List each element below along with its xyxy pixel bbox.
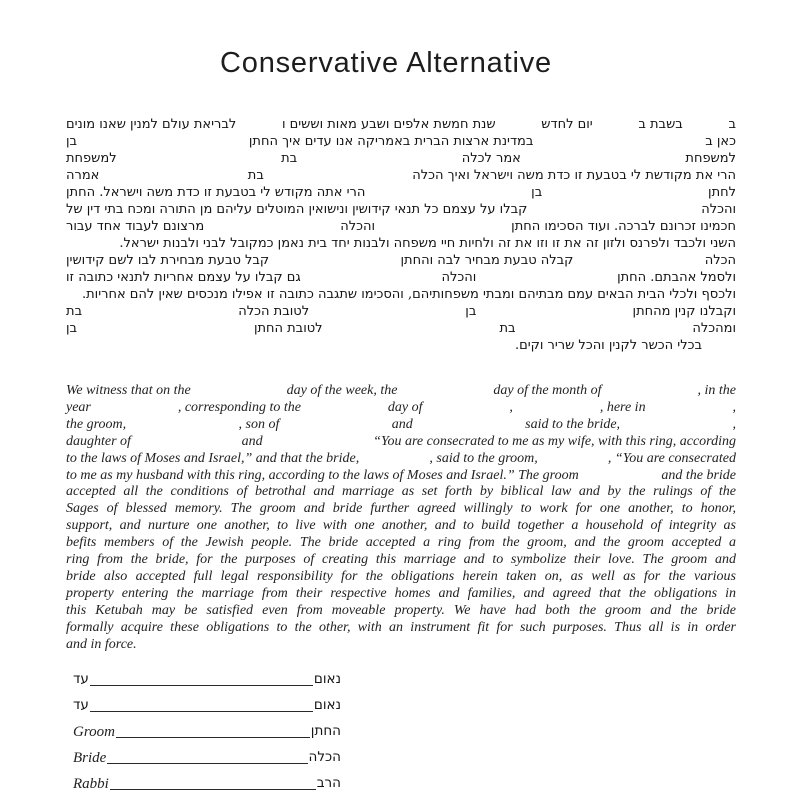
english-text-segment: to the laws of Moses and Israel,” and that the bride, [66, 450, 360, 466]
english-line-2 [66, 400, 736, 417]
english-text-segment: , here in [599, 399, 646, 415]
hebrew-text-segment: בן [66, 321, 78, 336]
hebrew-text-segment: הרי את מקודשת לי בטבעת זו כדת משה וישראל ואיך הכלה [412, 168, 736, 183]
hebrew-line-4 [66, 167, 736, 184]
signature-label-left-groom: Groom [73, 723, 115, 740]
hebrew-text-segment: הרי אתה מקודש לי בטבעת זו כדת משה וישראל. החתן [66, 185, 366, 200]
signature-row-witness-2 [73, 688, 341, 714]
hebrew-text-segment: קבל טבעת מבחירת לבו לשם קידושין [66, 253, 270, 268]
english-line-4 [66, 434, 736, 451]
hebrew-text-segment: לטובת הכלה [238, 304, 310, 319]
hebrew-text-segment: בשבת ב [638, 117, 683, 132]
hebrew-line-10 [66, 269, 736, 286]
english-text-segment: , [509, 399, 513, 415]
english-text-segment: and [391, 416, 413, 432]
hebrew-text-segment: בת [66, 304, 83, 319]
hebrew-text-segment: בת [281, 151, 298, 166]
hebrew-text-segment: בן [465, 304, 477, 319]
english-line-12: bride also accepted full legal responsibility for the obligations herein taken on, as well as for the various [66, 568, 736, 584]
english-text-segment: , [732, 399, 736, 415]
hebrew-line-14: בכלי הכשר לקנין והכל שריר וקים. [514, 338, 702, 353]
hebrew-text-segment: אמר לכלה [461, 151, 521, 166]
hebrew-line-9 [66, 252, 736, 269]
hebrew-text-segment: למשפחת [685, 151, 736, 166]
english-line-9: support, and nurture one another, to live with one another, and to build together a household of integrity as [66, 518, 736, 534]
english-line-16: and in force. [66, 636, 137, 652]
hebrew-text-segment: ולסמל אהבתם. החתן [617, 270, 736, 285]
hebrew-text-segment: קבלה טבעת מבחיר לבה והחתן [400, 253, 574, 268]
hebrew-text-segment: חכמינו זכרונם לברכה. ועוד הסכימו החתן [511, 219, 736, 234]
hebrew-line-11: ולכסף ולכלי הבית הבאים עמם מבתיהם ומבתי משפחותיהם, והסכימו שתגבה כתובה זו אפילו מנכסים שאין להם אחריות. [82, 287, 736, 302]
signature-label-right-witness-2: נאום [313, 697, 341, 714]
english-text-segment: , [732, 416, 736, 432]
english-line-5 [66, 451, 736, 468]
signature-line-witness-2 [90, 710, 313, 712]
english-text-segment: “You are consecrated to me as my wife, with this ring, according [373, 433, 736, 449]
english-text-segment: to me as my husband with this ring, according to the laws of Moses and Israel.” The groom [66, 467, 579, 483]
hebrew-text-segment: יום לחדש [541, 117, 593, 132]
english-text-segment: day of the week, the [286, 383, 398, 398]
english-text-block [66, 383, 736, 654]
signature-line-groom [116, 736, 310, 738]
hebrew-text-segment: שנת חמשת אלפים ושבע מאות וששים ו [281, 117, 496, 132]
hebrew-text-segment: ומהכלה [692, 321, 736, 336]
hebrew-text-segment: במדינת ארצות הברית באמריקה אנו עדים איך החתן [248, 134, 534, 149]
english-line-8: Sages of blessed memory. The groom and bride further agreed willingly to work for one another, to honor, [66, 501, 736, 517]
signature-label-left-rabbi: Rabbi [73, 775, 109, 792]
signature-label-right-bride: הכלה [308, 749, 341, 766]
hebrew-text-segment: בת [247, 168, 264, 183]
hebrew-text-block [66, 116, 736, 354]
signature-line-bride [107, 762, 307, 764]
signature-label-left-witness-2: עד [73, 697, 89, 714]
hebrew-line-13 [66, 320, 736, 337]
hebrew-text-segment: והכלה [340, 219, 376, 234]
english-text-segment: year [66, 399, 91, 415]
signature-label-right-rabbi: הרב [316, 775, 341, 792]
signature-row-rabbi [73, 766, 341, 792]
hebrew-text-segment: קבלו על עצמם כל תנאי קידושין ונישואין המוטלים עליהם מן התורה ומכח בתי דין של [66, 202, 528, 217]
english-line-7: accepted all the conditions of betrothal and marriage as set forth by biblical law and by the rulings of the [66, 484, 736, 500]
english-text-segment: daughter of [66, 433, 131, 449]
signature-block [73, 662, 341, 792]
english-text-segment: , son of [238, 416, 280, 432]
english-line-10: befits members of the Jewish people. The bride accepted a ring from the groom, and the groom accepted a [66, 535, 736, 551]
hebrew-line-6 [66, 201, 736, 218]
hebrew-text-segment: בן [66, 134, 78, 149]
hebrew-text-segment: למשפחת [66, 151, 117, 166]
english-text-segment: We witness that on the [66, 383, 191, 398]
hebrew-line-8: השני ולכבד ולפרנס ולזון זה את זו וזו את זה ולחיות חיי משפחה ולבנות יחד בית נאמן כמקובל לבני ולבנות ישראל. [119, 236, 736, 251]
signature-line-witness-1 [90, 684, 313, 686]
hebrew-text-segment: בן [531, 185, 543, 200]
hebrew-text-segment: בת [499, 321, 516, 336]
hebrew-text-segment: אמרה [66, 168, 100, 183]
english-text-segment: day of the month of [493, 383, 602, 398]
signature-label-left-witness-1: עד [73, 671, 89, 688]
english-text-segment: , in the [697, 383, 736, 398]
hebrew-text-segment: לטובת החתן [253, 321, 323, 336]
hebrew-text-segment: ב [728, 117, 736, 132]
page-title: Conservative Alternative [220, 47, 552, 79]
hebrew-text-segment: גם קבלו על עצמם אחריות לתנאי כתובה זו [66, 270, 301, 285]
hebrew-text-segment: מרצונם לעבוד אחד עבור [66, 219, 205, 234]
hebrew-line-5 [66, 184, 736, 201]
english-text-segment: , “You are consecrated [607, 450, 736, 466]
english-line-1 [66, 383, 736, 400]
hebrew-line-7 [66, 218, 736, 235]
hebrew-line-12 [66, 303, 736, 320]
english-line-6 [66, 468, 736, 485]
hebrew-text-segment: וקבלנו קנין מהחתן [632, 304, 736, 319]
english-line-13: property entering the marriage from their respective homes and families, and agreed that the obligations in [66, 585, 736, 601]
english-text-segment: said to the bride, [525, 416, 621, 432]
hebrew-text-segment: הכלה [704, 253, 736, 268]
signature-line-rabbi [110, 788, 316, 790]
english-line-11: ring from the bride, for the purposes of creating this marriage and to symbolize their love. The groom and [66, 552, 736, 568]
english-text-segment: , corresponding to the [177, 399, 301, 415]
hebrew-text-segment: לחתן [708, 185, 736, 200]
hebrew-text-segment: והכלה [441, 270, 477, 285]
english-text-segment: and the bride [661, 467, 736, 483]
hebrew-line-3 [66, 150, 736, 167]
hebrew-text-segment: כאן ב [705, 134, 736, 149]
signature-row-bride [73, 740, 341, 766]
signature-row-witness-1 [73, 662, 341, 688]
signature-label-right-witness-1: נאום [313, 671, 341, 688]
hebrew-text-segment: והכלה [701, 202, 736, 217]
hebrew-line-2 [66, 133, 736, 150]
english-line-14: this Ketubah may be satisfied even from moveable property. We have had both the groom and the bride [66, 602, 736, 618]
english-line-3 [66, 417, 736, 434]
signature-label-right-groom: החתן [310, 723, 341, 740]
english-text-segment: day of [387, 399, 423, 415]
english-text-segment: and [241, 433, 263, 449]
hebrew-text-segment: לבריאת עולם למנין שאנו מונים [66, 117, 237, 132]
signature-row-groom [73, 714, 341, 740]
signature-label-left-bride: Bride [73, 749, 107, 766]
hebrew-line-1 [66, 116, 736, 133]
english-text-segment: the groom, [66, 416, 127, 432]
english-line-15: formally acquire these obligations to the other, with an instrument fit for such purposes. Thus all is in order [66, 619, 736, 635]
english-text-segment: , said to the groom, [429, 450, 538, 466]
